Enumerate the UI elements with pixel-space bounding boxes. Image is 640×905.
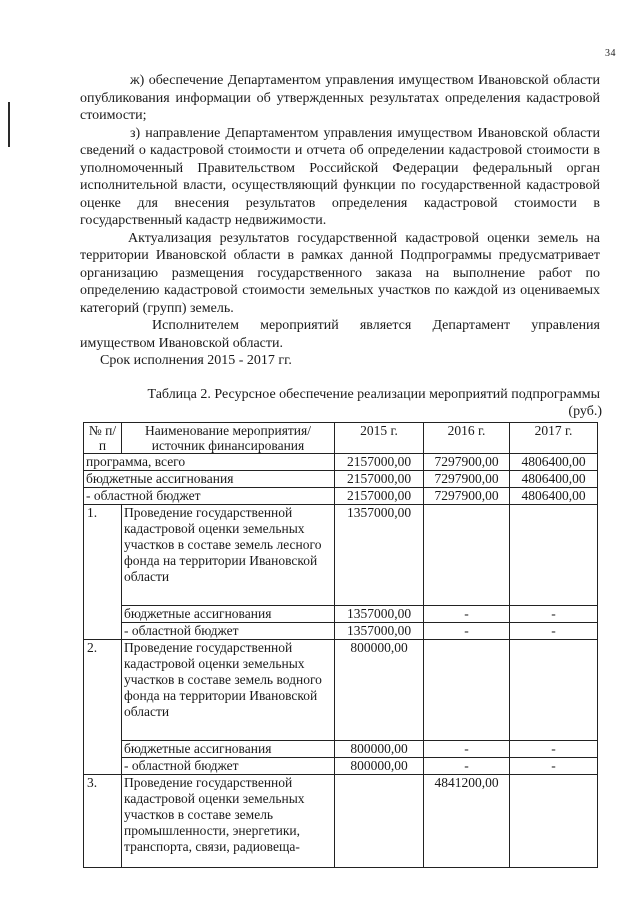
table-row (84, 623, 598, 640)
table-row (84, 471, 598, 488)
total-2015: 2157000,00 (335, 471, 424, 488)
sub-2017: - (510, 606, 598, 623)
item-2017 (510, 505, 598, 606)
total-label: - областной бюджет (84, 488, 335, 505)
item-number: 1. (84, 505, 122, 640)
sub-2016: - (424, 758, 510, 775)
table-row (84, 775, 598, 868)
header-2015: 2015 г. (335, 423, 424, 454)
sub-2017: - (510, 741, 598, 758)
sub-2016: - (424, 623, 510, 640)
header-2017: 2017 г. (510, 423, 598, 454)
paragraph-z: з) направление Департаментом управления имуществом Ивановской области сведений о кадастровой стоимости и отчета об определении кадастровой стоимости в уполномоченный Правительством Российской Федерации федеральный орган исполнительной власти, осуществляющий функции по государственной кадастровой оценке для внесения результатов определения кадастровой стоимости в государственный кадастр недвижимости. (80, 125, 600, 228)
item-2015 (335, 775, 424, 868)
header-2016: 2016 г. (424, 423, 510, 454)
item-2017 (510, 640, 598, 741)
sub-2015: 1357000,00 (335, 606, 424, 623)
sub-label: бюджетные ассигнования (122, 741, 335, 758)
sub-label: бюджетные ассигнования (122, 606, 335, 623)
budget-table (83, 422, 598, 868)
table-row (84, 758, 598, 775)
item-2015: 1357000,00 (335, 505, 424, 606)
sub-2015: 800000,00 (335, 741, 424, 758)
body-text (80, 72, 600, 370)
total-2016: 7297900,00 (424, 488, 510, 505)
table-header-row (84, 423, 598, 454)
sub-2017: - (510, 623, 598, 640)
table-caption: Таблица 2. Ресурсное обеспечение реализации мероприятий подпрограммы (147, 387, 600, 402)
item-name: Проведение государственной кадастровой оценки земельных участков в составе земель водного фонда на территории Ивановской области (122, 640, 335, 741)
table-row (84, 454, 598, 471)
item-2016 (424, 640, 510, 741)
item-2017 (510, 775, 598, 868)
sub-2017: - (510, 758, 598, 775)
margin-mark (8, 102, 10, 147)
item-2016: 4841200,00 (424, 775, 510, 868)
sub-2015: 800000,00 (335, 758, 424, 775)
item-2015: 800000,00 (335, 640, 424, 741)
table-unit: (руб.) (568, 404, 602, 419)
sub-2016: - (424, 606, 510, 623)
total-2016: 7297900,00 (424, 454, 510, 471)
paragraph-zh: ж) обеспечение Департаментом управления имуществом Ивановской области опубликования информации об утвержденных результатах определения кадастровой стоимости; (80, 73, 600, 123)
total-2016: 7297900,00 (424, 471, 510, 488)
page-number: 34 (605, 48, 616, 59)
paragraph-deadline: Срок исполнения 2015 - 2017 гг. (100, 353, 292, 368)
total-2015: 2157000,00 (335, 454, 424, 471)
header-num: № п/п (84, 423, 122, 454)
sub-label: - областной бюджет (122, 623, 335, 640)
total-label: бюджетные ассигнования (84, 471, 335, 488)
table-row (84, 488, 598, 505)
item-number: 3. (84, 775, 122, 868)
table-row (84, 606, 598, 623)
item-2016 (424, 505, 510, 606)
paragraph-executor: Исполнителем мероприятий является Департамент управления имуществом Ивановской области. (80, 318, 600, 351)
item-name: Проведение государственной кадастровой оценки земельных участков в составе земель лесного фонда на территории Ивановской области (122, 505, 335, 606)
item-name: Проведение государственной кадастровой оценки земельных участков в составе земель промышленности, энергетики, транспорта, связи, радиовеща- (122, 775, 335, 868)
sub-2016: - (424, 741, 510, 758)
total-2017: 4806400,00 (510, 488, 598, 505)
total-2017: 4806400,00 (510, 471, 598, 488)
sub-2015: 1357000,00 (335, 623, 424, 640)
table-row (84, 505, 598, 606)
header-name: Наименование мероприятия/ источник финансирования (122, 423, 335, 454)
table-row (84, 741, 598, 758)
sub-label: - областной бюджет (122, 758, 335, 775)
table-row (84, 640, 598, 741)
paragraph-actualization: Актуализация результатов государственной кадастровой оценки земель на территории Ивановской области в рамках данной Подпрограммы предусматривает организацию размещения государственного заказа на выполнение работ по определению кадастровой стоимости земельных участков по каждой из оцениваемых категорий (групп) земель. (80, 230, 600, 316)
item-number: 2. (84, 640, 122, 775)
total-2017: 4806400,00 (510, 454, 598, 471)
total-2015: 2157000,00 (335, 488, 424, 505)
total-label: программа, всего (84, 454, 335, 471)
